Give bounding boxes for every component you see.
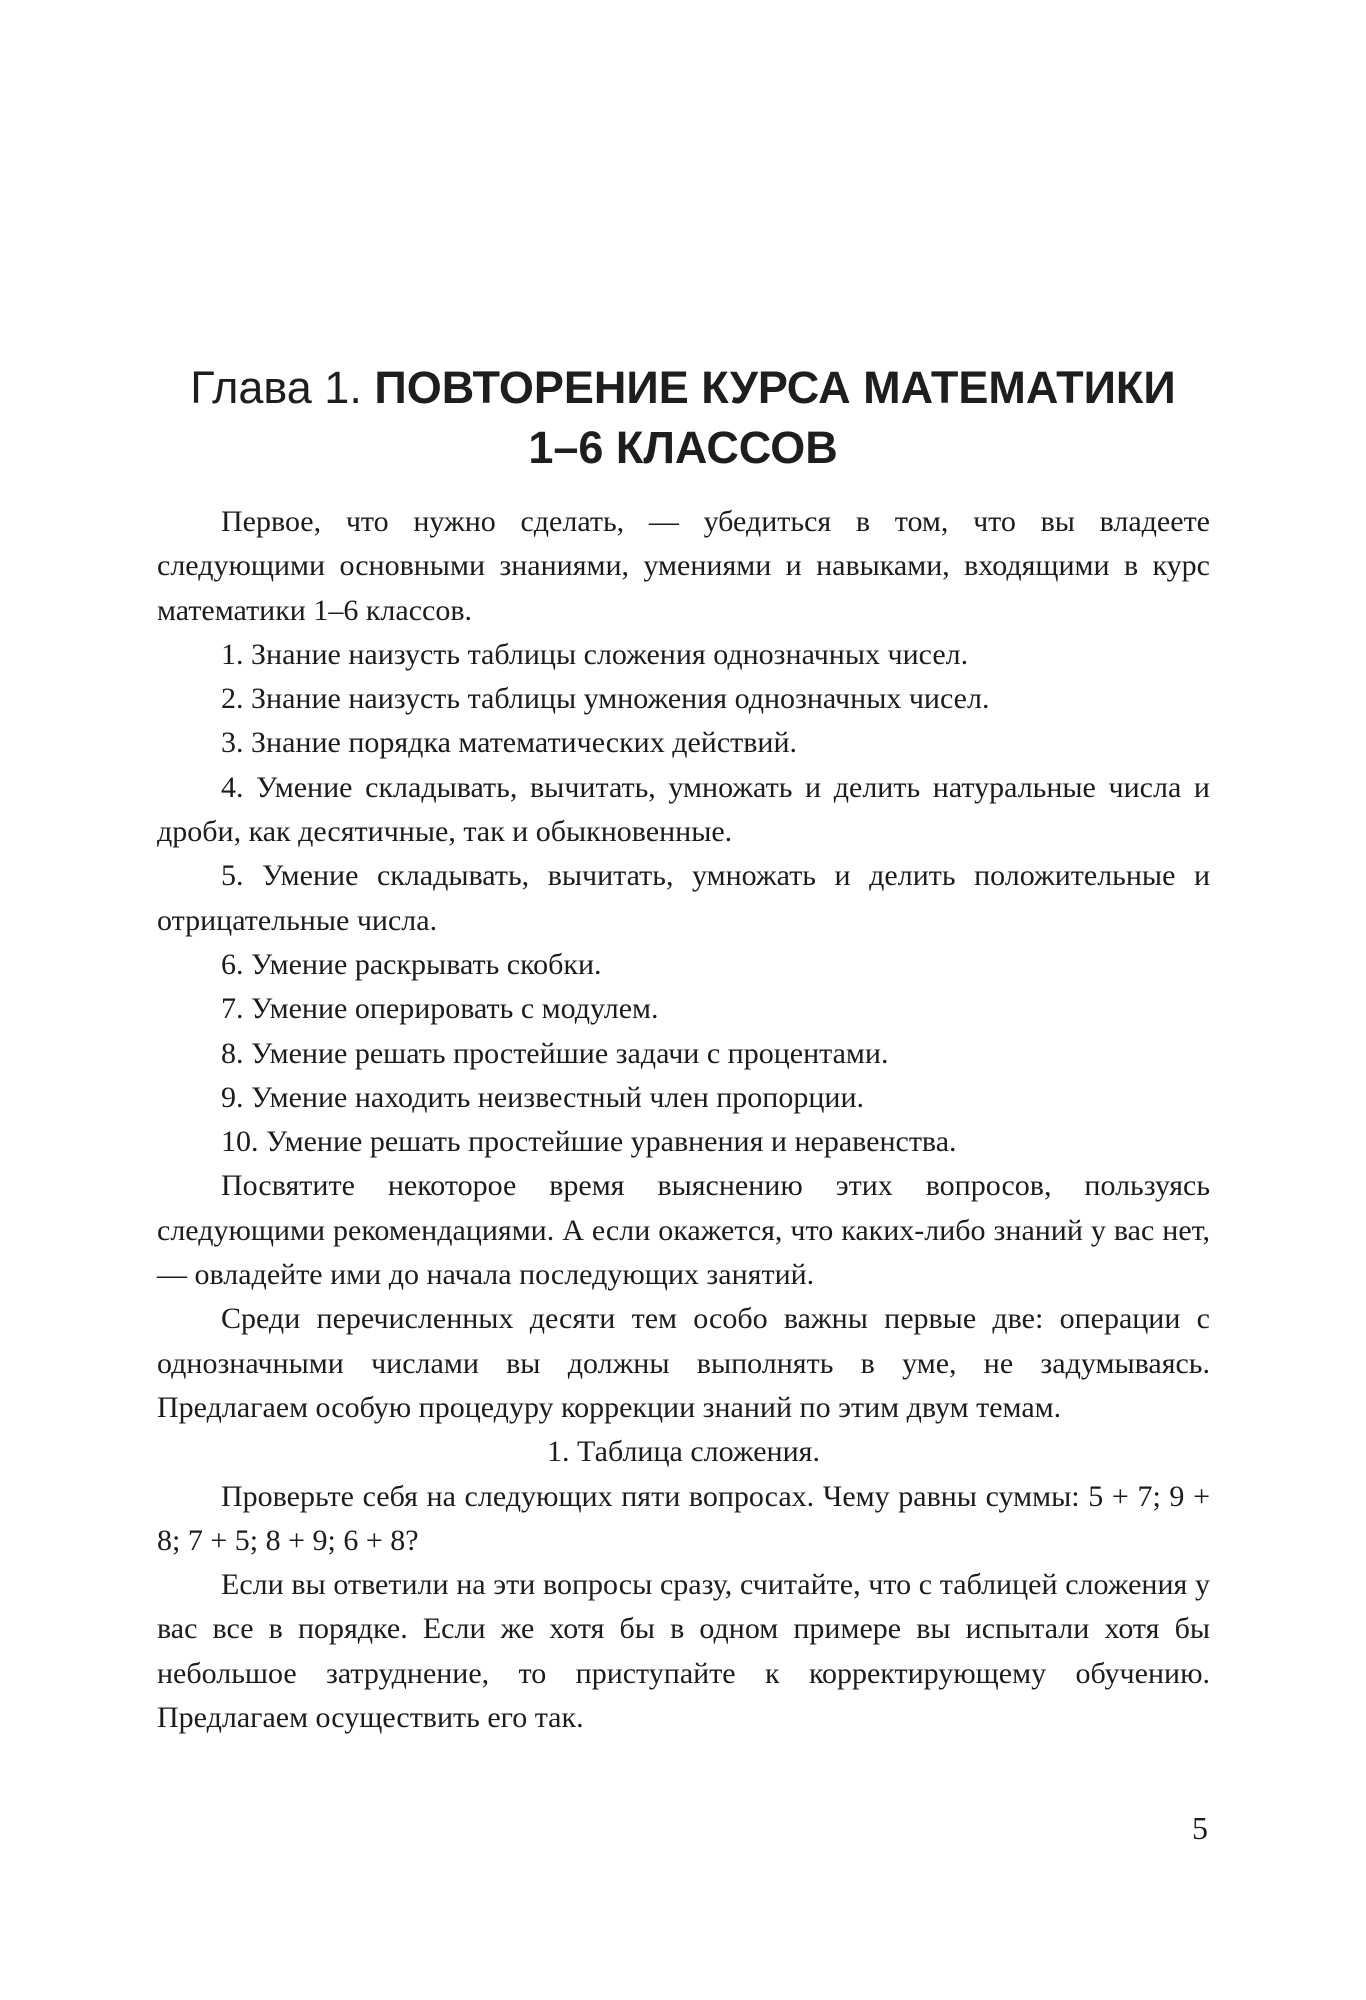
chapter-title-line2: 1–6 КЛАССОВ (528, 422, 838, 473)
skill-item-8: 8. Умение решать простейшие задачи с процентами. (221, 1036, 889, 1070)
skill-item-9: 9. Умение находить неизвестный член пропорции. (221, 1080, 865, 1114)
page-number: 5 (1192, 1810, 1208, 1846)
answer-paragraph: Если вы ответили на эти вопросы сразу, считайте, что с таблицей сложения у вас все в порядке. Если же хотя бы в одном примере вы испытали хотя бы небольшое затруднение, то приступайте к корректирующему обучению. Предлагаем осуществить его так. (157, 1568, 1210, 1735)
devote-paragraph: Посвятите некоторое время выяснению этих вопросов, пользуясь следующими рекомендациями. А если окажется, что каких-либо знаний у вас нет, — овладейте ими до начала последующих занятий. (157, 1169, 1210, 1292)
skill-item-2: 2. Знание наизусть таблицы умножения однозначных чисел. (221, 682, 990, 716)
body-text (157, 500, 1210, 1740)
section-heading: 1. Таблица сложения. (547, 1435, 820, 1469)
skill-item-6: 6. Умение раскрывать скобки. (221, 947, 602, 981)
skill-item-7: 7. Умение оперировать с модулем. (221, 992, 659, 1026)
skill-item-5: 5. Умение складывать, вычитать, умножать и делить положительные и отрицательные числа. (157, 859, 1210, 937)
chapter-title-line1: ПОВТОРЕНИЕ КУРСА МАТЕМАТИКИ (374, 362, 1176, 413)
chapter-prefix: Глава 1. (190, 362, 362, 413)
skill-item-1: 1. Знание наизусть таблицы сложения однозначных чисел. (221, 637, 969, 671)
skill-item-3: 3. Знание порядка математических действий. (221, 726, 798, 760)
important-paragraph: Среди перечисленных десяти тем особо важны первые две: операции с однозначными числами вы должны выполнять в уме, не задумываясь. Предлагаем особую процедуру коррекции знаний по этим двум темам. (157, 1302, 1210, 1424)
skill-item-10: 10. Умение решать простейшие уравнения и неравенства. (221, 1125, 957, 1159)
check-paragraph: Проверьте себя на следующих пяти вопросах. Чему равны суммы: 5 + 7; 9 + 8; 7 + 5; 8 + 9; 6 + 8? (157, 1479, 1210, 1557)
chapter-title (120, 358, 1246, 478)
intro-paragraph: Первое, что нужно сделать, — убедиться в том, что вы владеете следующими основными знаниями, умениями и навыками, входящими в курс математики 1–6 классов. (157, 505, 1210, 627)
skill-item-4: 4. Умение складывать, вычитать, умножать и делить натуральные числа и дроби, как десятичные, так и обыкновенные. (157, 770, 1210, 849)
